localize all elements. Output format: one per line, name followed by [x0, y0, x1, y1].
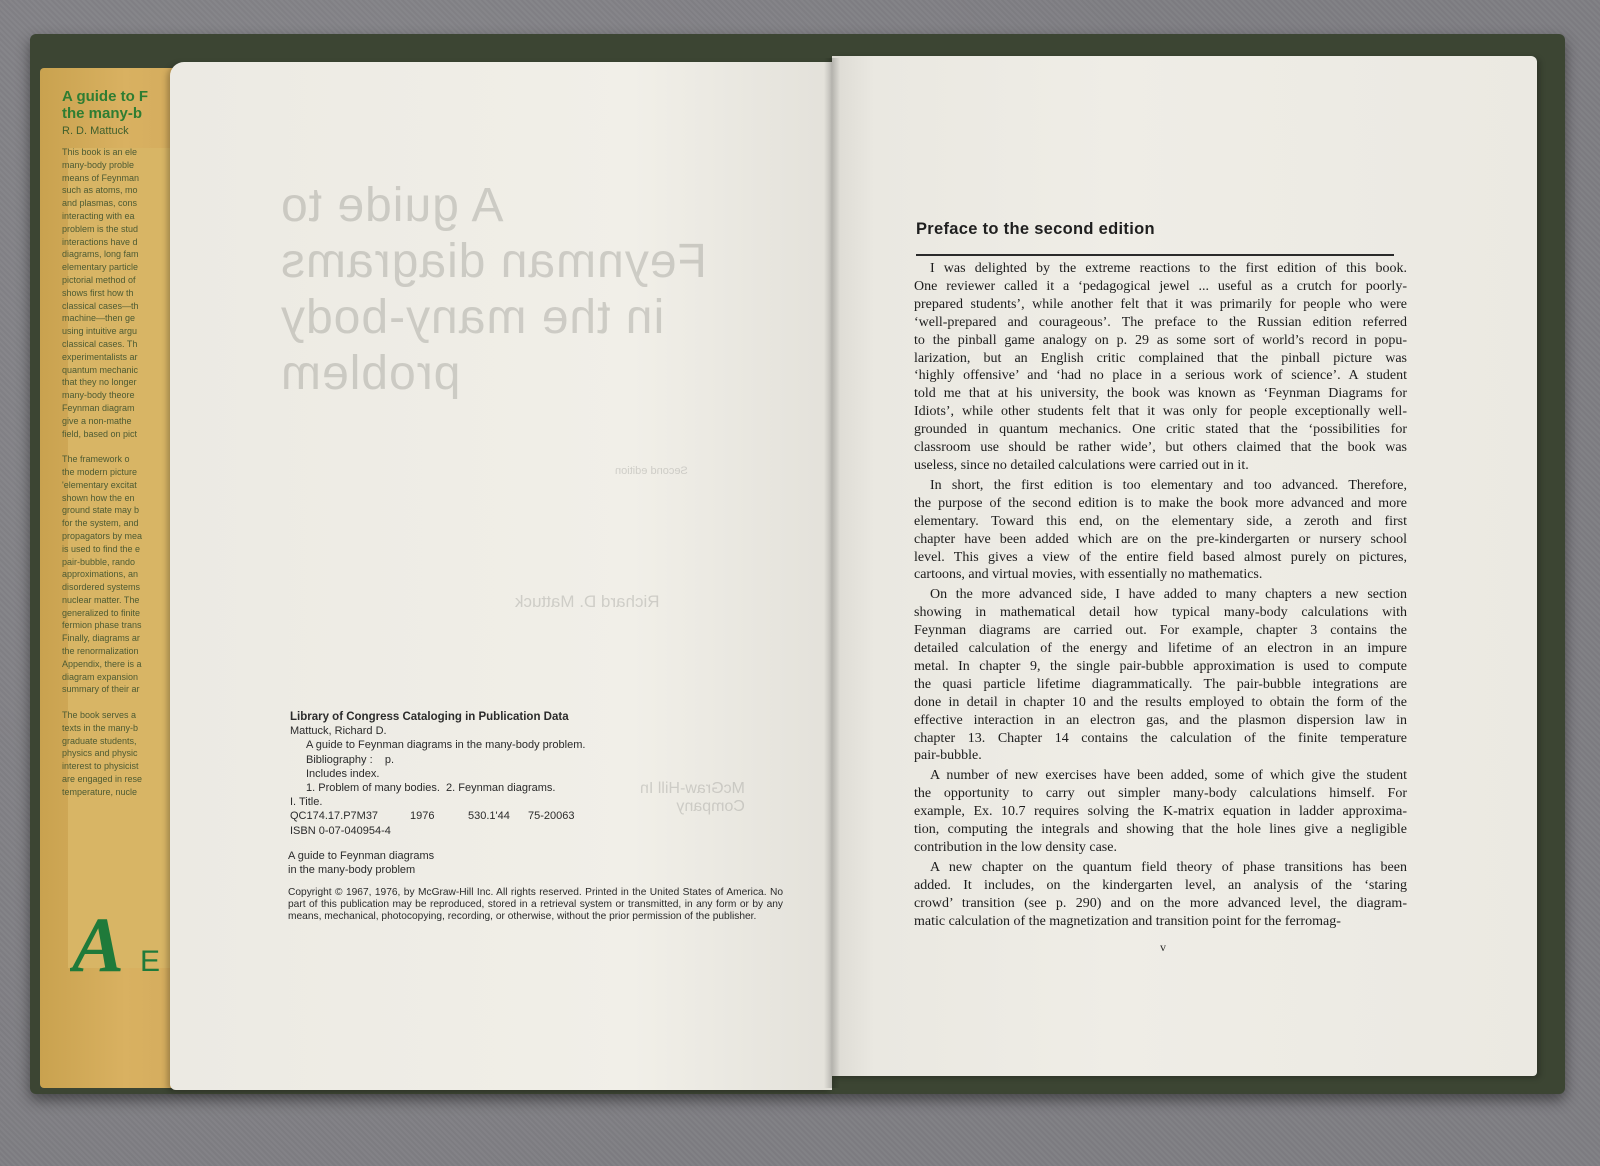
cip-index: Includes index.: [306, 767, 380, 780]
page-number: v: [1160, 940, 1166, 954]
preface-line: elementary. Toward this end, on the elementary side, a zeroth and first: [914, 513, 1407, 529]
showthrough-publisher: McGraw-Hill In Company: [640, 780, 745, 815]
cip-data: [290, 710, 730, 838]
preface-line: told me that at his university, the book was known as ‘Feynman Diagrams for: [914, 386, 1407, 402]
preface-paragraph: [914, 477, 1407, 584]
cip-call-row: [290, 809, 730, 823]
cip-isbn: ISBN 0-07-040954-4: [290, 824, 391, 837]
book-gutter: [824, 58, 840, 1088]
copyright-notice: Copyright © 1967, 1976, by McGraw-Hill Inc. All rights reserved. Printed in the United States of America. No part of this publication may be reproduced, stored in a retrieval system or transmitted, in any form or by any means, mechanical, photocopying, recording, or otherwise, without the prior permission of the publisher.: [288, 887, 783, 922]
preface-line: prepared students’, while another felt that it was primarily for people who were: [914, 296, 1407, 312]
preface-line: cartoons, and virtual movies, with essentially no mathematics.: [914, 567, 1263, 583]
showthrough-title: A guide to Feynman diagrams in the many-body problem: [280, 179, 707, 400]
showthrough-edition: Second edition: [615, 465, 688, 477]
preface-line: showing in mathematical detail how typical many-body calculations with: [914, 605, 1407, 621]
cip-author: Mattuck, Richard D.: [290, 725, 387, 738]
preface-paragraph: [914, 586, 1407, 765]
preface-line: larization, but an English critic complained that the pinball picture was: [914, 350, 1407, 366]
preface-heading: Preface to the second edition: [916, 220, 1155, 238]
preface-body: [914, 260, 1407, 933]
preface-line: effective interaction in an electron gas, and the plasmon dispersion law in: [914, 712, 1407, 728]
cip-title: A guide to Feynman diagrams in the many-body problem.: [306, 739, 586, 752]
preface-line: classroom use should be rather wide’, but others claimed that the book was: [914, 440, 1407, 456]
preface-line: metal. In chapter 9, the single pair-bubble approximation is used to compute: [914, 658, 1407, 674]
cip-lccn: 75-20063: [528, 810, 575, 823]
preface-line: chapter 13. Chapter 14 contains the calculation of the finite temperature: [914, 730, 1407, 746]
cip-year: 1976: [410, 810, 435, 823]
logo-letter-small: E: [140, 945, 161, 978]
preface-line: Feynman diagrams are carried out. For example, chapter 3 contains the: [914, 623, 1407, 639]
preface-line: On the more advanced side, I have added to many chapters a new section: [930, 587, 1407, 603]
preface-paragraph: [914, 260, 1407, 475]
cip-dewey: 530.1'44: [468, 810, 510, 823]
preface-line: In short, the first edition is too elementary and too advanced. Therefore,: [930, 477, 1407, 493]
preface-line: useless, since no detailed calculations were carried out in it.: [914, 457, 1249, 473]
preface-line: the opportunity to carry out simpler many-body calculations himself. For: [914, 786, 1407, 802]
preface-line: ‘highly offensive’ and ‘had no place in a serious work of science’. A student: [914, 368, 1407, 384]
cip-subjects: 1. Problem of many bodies. 2. Feynman diagrams.: [306, 782, 556, 795]
preface-line: the purpose of the second edition is to make the book more advanced and more: [914, 495, 1407, 511]
showthrough-author: Richard D. Mattuck: [515, 592, 660, 611]
preface-line: grounded in quantum mechanics. One critic stated that the ‘possibilities for: [914, 422, 1407, 438]
preface-line: contribution in the low density case.: [914, 840, 1117, 855]
cip-heading: Library of Congress Cataloging in Publication Data: [290, 711, 569, 723]
heading-rule: [916, 254, 1394, 256]
jacket-title: A guide to F the many-b: [62, 88, 149, 122]
book-title-block: A guide to Feynman diagrams in the many-body problem: [288, 850, 435, 876]
preface-line: One reviewer called it a ‘pedagogical jewel ... useful as a crutch for poorly-: [914, 278, 1407, 294]
preface-line: matic calculation of the magnetization and transition point for the ferromag-: [914, 913, 1341, 929]
preface-line: pair-bubble.: [914, 748, 982, 764]
preface-line: A number of new exercises have been added, some of which give the student: [930, 768, 1407, 784]
preface-line: tion, computing the integrals and showing that the hole lines give a negligible: [914, 822, 1407, 838]
preface-line: to the pinball game analogy on p. 29 as some sort of world’s record in popu-: [914, 332, 1407, 348]
cip-bibliography: Bibliography : p.: [306, 753, 395, 766]
preface-line: ‘well-prepared and courageous’. The preface to the Russian edition referred: [914, 314, 1407, 330]
preface-line: done in detail in chapter 10 and the results employed to obtain the form of the: [914, 694, 1407, 710]
preface-line: Idiots’, while other students felt that it was only for people exceptionally well-: [914, 404, 1407, 420]
cip-title-entry: I. Title.: [290, 796, 323, 809]
preface-line: the quasi particle lifetime diagrammatically. The pair-bubble integrations are: [914, 676, 1407, 692]
preface-line: A new chapter on the quantum field theory of phase transitions has been: [930, 859, 1407, 875]
preface-paragraph: [914, 767, 1407, 857]
preface-line: example, Ex. 10.7 requires solving the K-matrix equation in ladder approxima-: [914, 804, 1407, 820]
preface-line: crowd’ transition (see p. 290) and on the more advanced level, the diagram-: [914, 895, 1407, 911]
jacket-author: R. D. Mattuck: [62, 125, 129, 137]
preface-line: chapter have been added which are on the pre-kindergarten or nursery school: [914, 531, 1407, 547]
preface-line: I was delighted by the extreme reactions to the first edition of this book.: [930, 261, 1407, 276]
preface-paragraph: [914, 859, 1407, 931]
preface-line: level. This gives a view of the entire field based almost purely on pictures,: [914, 549, 1407, 565]
jacket-blurb: This book is an ele many-body proble means of Feynman such as atoms, mo and plasmas, cons interacting with ea problem is the stud interactions have d diagrams, long fam elementary particle pictorial method of shows first how th classical cases—th machine—then ge using intuitive argu classical cases. Th experimentalists ar quantum mechanic that they no longer many-body theore Feynman diagram give a non-mathe field, based on pict The framework o the modern picture 'elementary excitat shown how the en ground state may b for the system, and propagators by mea is used to find the e pair-bubble, rando approximations, an disordered systems nuclear matter. The generalized to finite fermion phase trans Finally, diagrams ar the renormalization Appendix, there is a diagram expansion summary of their ar The book serves a texts in the many-b graduate students, physics and physic interest to physicist are engaged in rese temperature, nucle: [62, 147, 143, 797]
logo-letter: A: [72, 905, 125, 980]
preface-line: added. It includes, on the kindergarten level, an analysis of the ‘staring: [914, 877, 1407, 893]
cip-callnum: QC174.17.P7M37: [290, 810, 379, 823]
preface-line: detailed calculation of the energy and lifetime of an electron in an impure: [914, 641, 1407, 657]
